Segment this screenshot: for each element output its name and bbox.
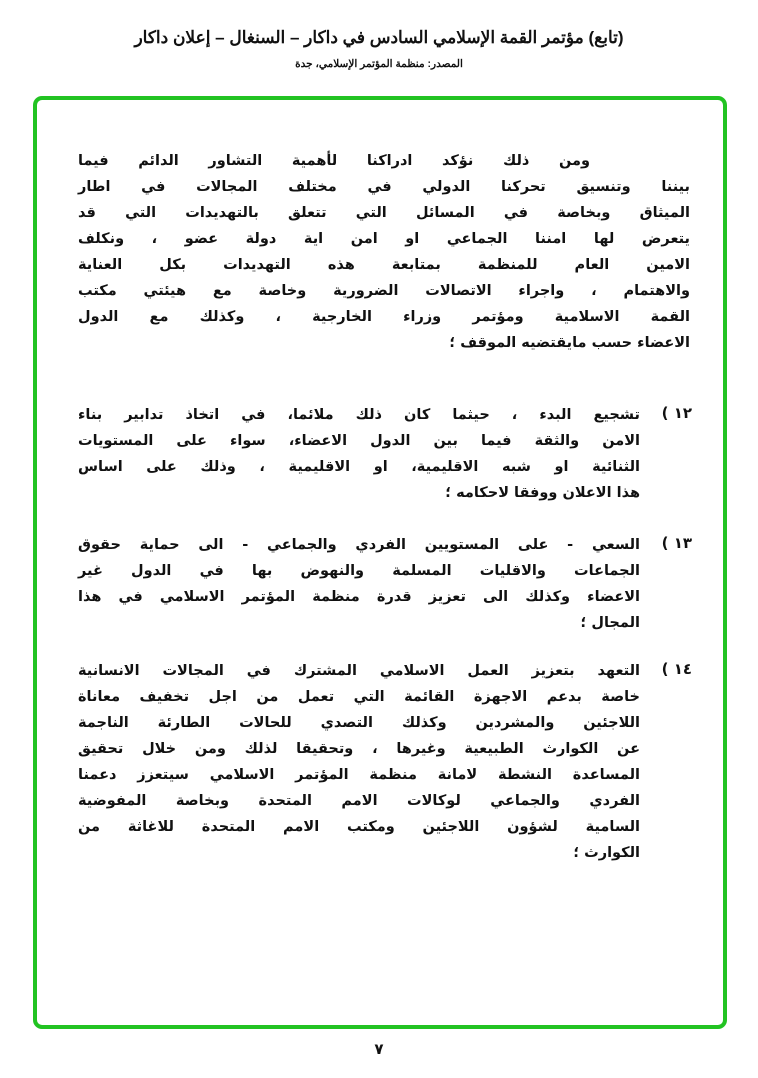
item-line: عن الكوارث الطبيعية وغيرها ، وتحقيقا لذلك ومن خلال تحقيق [78, 741, 640, 757]
item-line: السامية لشؤون اللاجئين ومكتب الامم المتحدة للاغاثة من [78, 819, 640, 835]
item-line: هذا الاعلان ووفقا لاحكامه ؛ [445, 485, 640, 501]
paragraph-line: والاهتمام ، واجراء الاتصالات الضرورية وخاصة مع هيئتي مكتب [78, 283, 690, 299]
paragraph-line: يتعرض لها امننا الجماعي او امن اية دولة عضو ، ونكلف [78, 231, 690, 247]
item-line: السعي - على المستويين الفردي والجماعي - الى حماية حقوق [78, 537, 640, 553]
item-line: المجال ؛ [580, 615, 640, 631]
item-line: خاصة بدعم الاجهزة القائمة التي تعمل من اجل تخفيف معاناة [78, 689, 640, 705]
document-title: (تابع) مؤتمر القمة الإسلامي السادس في داكار – السنغال – إعلان داكار [134, 28, 624, 47]
item-line: الفردي والجماعي لوكالات الامم المتحدة وبخاصة المفوضية [78, 793, 640, 809]
paragraph-line: الامين العام للمنظمة بمتابعة هذه التهديدات بكل العناية [78, 257, 690, 273]
item-line: التعهد بتعزيز العمل الاسلامي المشترك في المجالات الانسانية [78, 663, 640, 679]
paragraph-line: الاعضاء حسب مايقتضيه الموقف ؛ [449, 335, 690, 351]
item-line: المساعدة النشطة لامانة منظمة المؤتمر الاسلامي سيتعزز دعمنا [78, 767, 640, 783]
item-line: الثنائية او شبه الاقليمية، او الاقليمية ، وذلك على اساس [78, 459, 640, 475]
item-line: الاعضاء وكذلك الى تعزيز قدرة منظمة المؤتمر الاسلامي في هذا [78, 589, 640, 605]
item-number: ١٤ ) [661, 660, 692, 678]
item-line: الامن والثقة فيما بين الدول الاعضاء، سواء على المستويات [78, 433, 640, 449]
paragraph-line: بيننا وتنسيق تحركنا الدولي في مختلف المجالات في اطار [78, 179, 690, 195]
item-line: الجماعات والاقليات المسلمة والنهوض بها في الدول غير [78, 563, 640, 579]
item-line: اللاجئين والمشردين وكذلك التصدي للحالات الطارئة الناجمة [78, 715, 640, 731]
paragraph-line: الميثاق وبخاصة في المسائل التي تتعلق بالتهديدات التي قد [78, 205, 690, 221]
item-line: الكوارث ؛ [573, 845, 640, 861]
document-source: المصدر: منظمة المؤتمر الإسلامي، جدة [295, 58, 463, 70]
paragraph-line: القمة الاسلامية ومؤتمر وزراء الخارجية ، وكذلك مع الدول [78, 309, 690, 325]
item-number: ١٣ ) [661, 534, 692, 552]
item-number: ١٢ ) [661, 404, 692, 422]
page-number: ٧ [374, 1040, 384, 1058]
paragraph-line: ومن ذلك نؤكد ادراكنا لأهمية التشاور الدائم فيما [78, 153, 590, 169]
item-line: تشجيع البدء ، حيثما كان ذلك ملائما، في اتخاذ تدابير بناء [78, 407, 640, 423]
